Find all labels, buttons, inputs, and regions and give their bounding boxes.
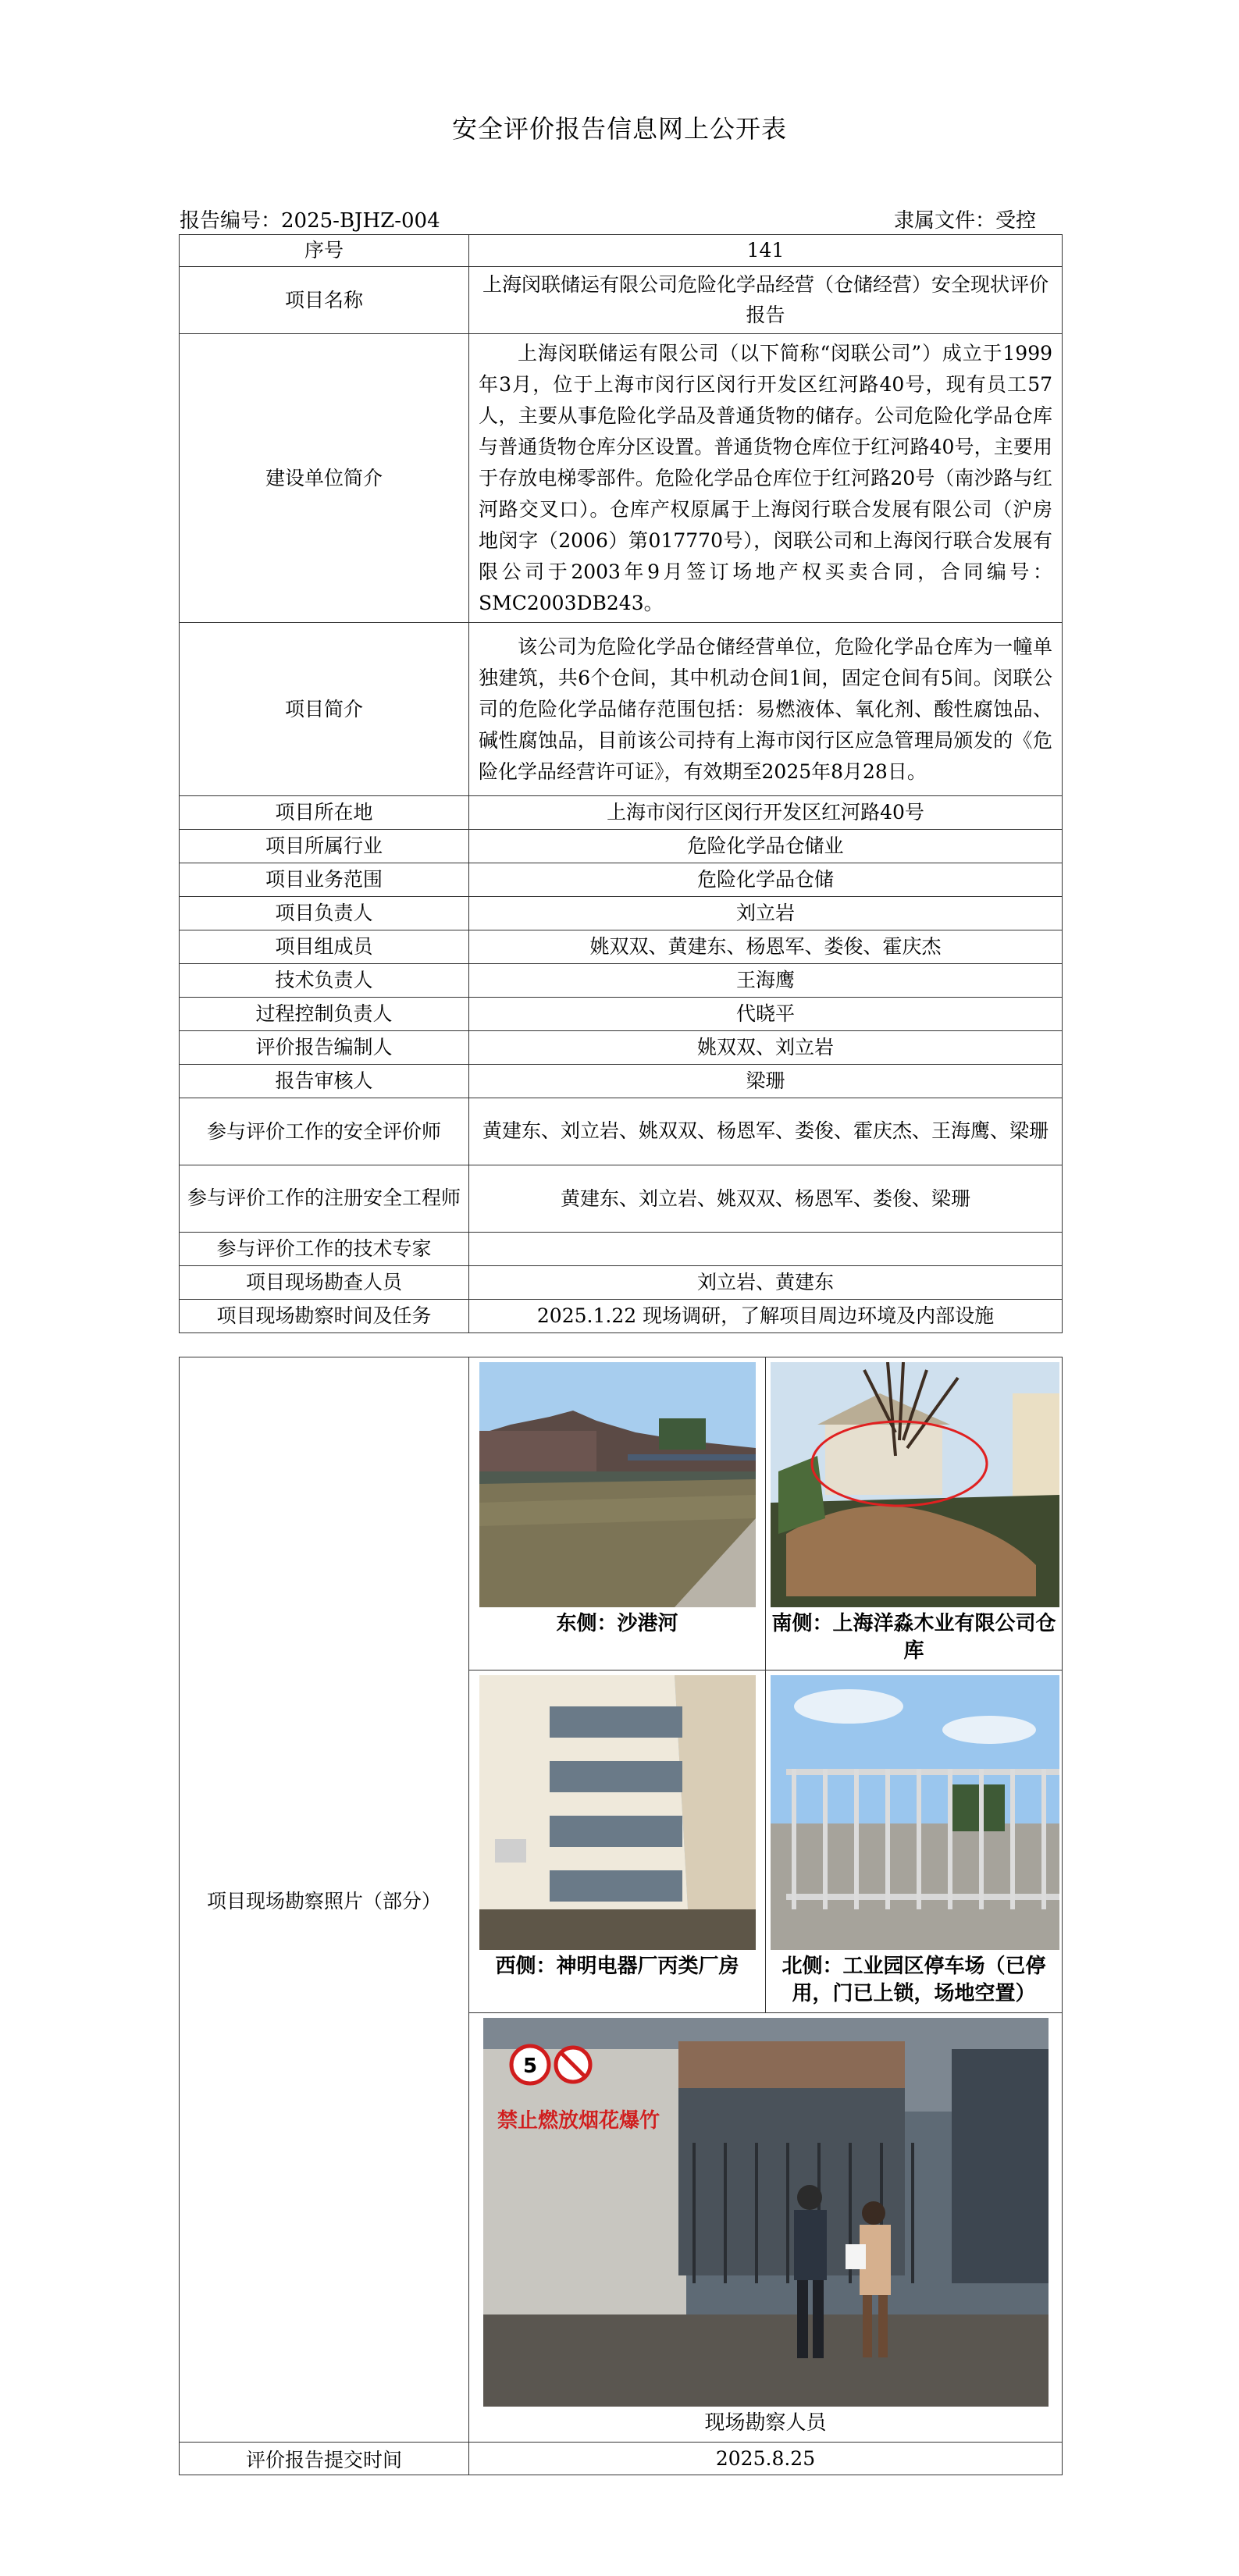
survey-staff-photo: [483, 2018, 1049, 2407]
south-caption: 南侧：上海洋淼木业有限公司仓库: [771, 1612, 1056, 1663]
submit-value: 2025.8.25: [469, 2443, 1063, 2475]
row-tech: [180, 964, 1063, 998]
time-value: 2025.1.22 现场调研，了解项目周边环境及内部设施: [469, 1300, 1063, 1333]
lead-label: 项目负责人: [180, 897, 469, 930]
evaluators-label: 参与评价工作的安全评价师: [180, 1098, 469, 1165]
photo-cell-staff: [469, 2013, 1063, 2443]
members-label: 项目组成员: [180, 930, 469, 964]
banner-text: 禁止燃放烟花爆竹: [497, 2109, 660, 2133]
photo-cell-north: [766, 1670, 1063, 2013]
photo-cell-east: [469, 1357, 766, 1670]
review-value: 梁珊: [469, 1065, 1063, 1098]
row-lead: [180, 897, 1063, 930]
seq-label: 序号: [180, 235, 469, 267]
document-control: 隶属文件：受控: [893, 209, 1036, 233]
speed-sign-text: 5: [522, 2055, 537, 2079]
report-number: 报告编号：2025-BJHZ-004: [180, 209, 440, 233]
ind-label: 项目所属行业: [180, 830, 469, 863]
row-survey-time: [180, 1300, 1063, 1333]
east-caption: 东侧：沙港河: [556, 1612, 678, 1635]
tech-label: 技术负责人: [180, 964, 469, 998]
west-factory-photo: [479, 1675, 756, 1950]
north-parking-photo: [771, 1675, 1059, 1950]
row-surveyors: [180, 1266, 1063, 1300]
survey-label: 项目现场勘查人员: [180, 1266, 469, 1300]
row-members: [180, 930, 1063, 964]
seq-value: 141: [469, 235, 1063, 267]
loc-value: 上海市闵行区闵行开发区红河路40号: [469, 796, 1063, 830]
submit-label: 评价报告提交时间: [180, 2443, 469, 2475]
author-value: 姚双双、刘立岩: [469, 1031, 1063, 1065]
proj-value: 该公司为危险化学品仓储经营单位，危险化学品仓库为一幢单独建筑，共6个仓间，其中机动仓间1间，固定仓间有5间。闵联公司的危险化学品储存范围包括：易燃液体、氧化剂、酸性腐蚀品、碱性腐蚀品，目前该公司持有上海市闵行区应急管理局颁发的《危险化学品经营许可证》，有效期至2025年8月28日。: [479, 635, 1052, 783]
row-review: [180, 1065, 1063, 1098]
east-river-photo: [479, 1362, 756, 1607]
unit-label: 建设单位简介: [180, 334, 469, 623]
page-title: 安全评价报告信息网上公开表: [451, 114, 787, 144]
proc-label: 过程控制负责人: [180, 998, 469, 1031]
photo-cell-south: [766, 1357, 1063, 1670]
photos-label: 项目现场勘察照片（部分）: [180, 1357, 469, 2443]
info-table: [179, 234, 1063, 1333]
lead-value: 刘立岩: [469, 897, 1063, 930]
row-name: [180, 267, 1063, 334]
survey-value: 刘立岩、黄建东: [469, 1266, 1063, 1300]
scope-value: 危险化学品仓储: [469, 863, 1063, 897]
north-caption: 北侧：工业园区停车场（已停用，门已上锁，场地空置）: [781, 1955, 1046, 2006]
row-scope: [180, 863, 1063, 897]
review-label: 报告审核人: [180, 1065, 469, 1098]
evaluators-value: 黄建东、刘立岩、姚双双、杨恩军、娄俊、霍庆杰、王海鹰、梁珊: [469, 1098, 1063, 1165]
row-location: [180, 796, 1063, 830]
experts-value: [469, 1233, 1063, 1266]
engineers-label: 参与评价工作的注册安全工程师: [180, 1165, 469, 1233]
author-label: 评价报告编制人: [180, 1031, 469, 1065]
unit-value: 上海闵联储运有限公司（以下简称“闵联公司”）成立于1999年3月，位于上海市闵行区闵行开发区红河路40号，现有员工57人，主要从事危险化学品及普通货物的储存。公司危险化学品仓库与普通货物仓库分区设置。普通货物仓库位于红河路40号，主要用于存放电梯零部件。危险化学品仓库位于红河路20号（南沙路与红河路交叉口）。仓库产权原属于上海闵行联合发展有限公司（沪房地闵字（2006）第017770号），闵联公司和上海闵行联合发展有限公司于2003年9月签订场地产权买卖合同，合同编号：SMC2003DB243。: [479, 341, 1052, 614]
photo-cell-west: [469, 1670, 766, 2013]
row-evaluators: [180, 1098, 1063, 1165]
engineers-value: 黄建东、刘立岩、姚双双、杨恩军、娄俊、梁珊: [469, 1165, 1063, 1233]
row-author: [180, 1031, 1063, 1065]
row-unit: [180, 334, 1063, 623]
row-process: [180, 998, 1063, 1031]
row-industry: [180, 830, 1063, 863]
proj-label: 项目简介: [180, 623, 469, 796]
row-seq: [180, 235, 1063, 267]
staff-caption: 现场勘察人员: [704, 2411, 827, 2435]
row-submit: [180, 2443, 1063, 2475]
south-warehouse-photo: [771, 1362, 1059, 1607]
row-experts: [180, 1233, 1063, 1266]
experts-label: 参与评价工作的技术专家: [180, 1233, 469, 1266]
time-label: 项目现场勘察时间及任务: [180, 1300, 469, 1333]
members-value: 姚双双、黄建东、杨恩军、娄俊、霍庆杰: [469, 930, 1063, 964]
tech-value: 王海鹰: [469, 964, 1063, 998]
photo-table: [179, 1357, 1063, 2475]
west-caption: 西侧：神明电器厂丙类厂房: [495, 1955, 739, 1979]
row-proj: [180, 623, 1063, 796]
ind-value: 危险化学品仓储业: [469, 830, 1063, 863]
row-engineers: [180, 1165, 1063, 1233]
loc-label: 项目所在地: [180, 796, 469, 830]
scope-label: 项目业务范围: [180, 863, 469, 897]
proc-value: 代晓平: [469, 998, 1063, 1031]
name-value: 上海闵联储运有限公司危险化学品经营（仓储经营）安全现状评价报告: [469, 267, 1063, 334]
name-label: 项目名称: [180, 267, 469, 334]
